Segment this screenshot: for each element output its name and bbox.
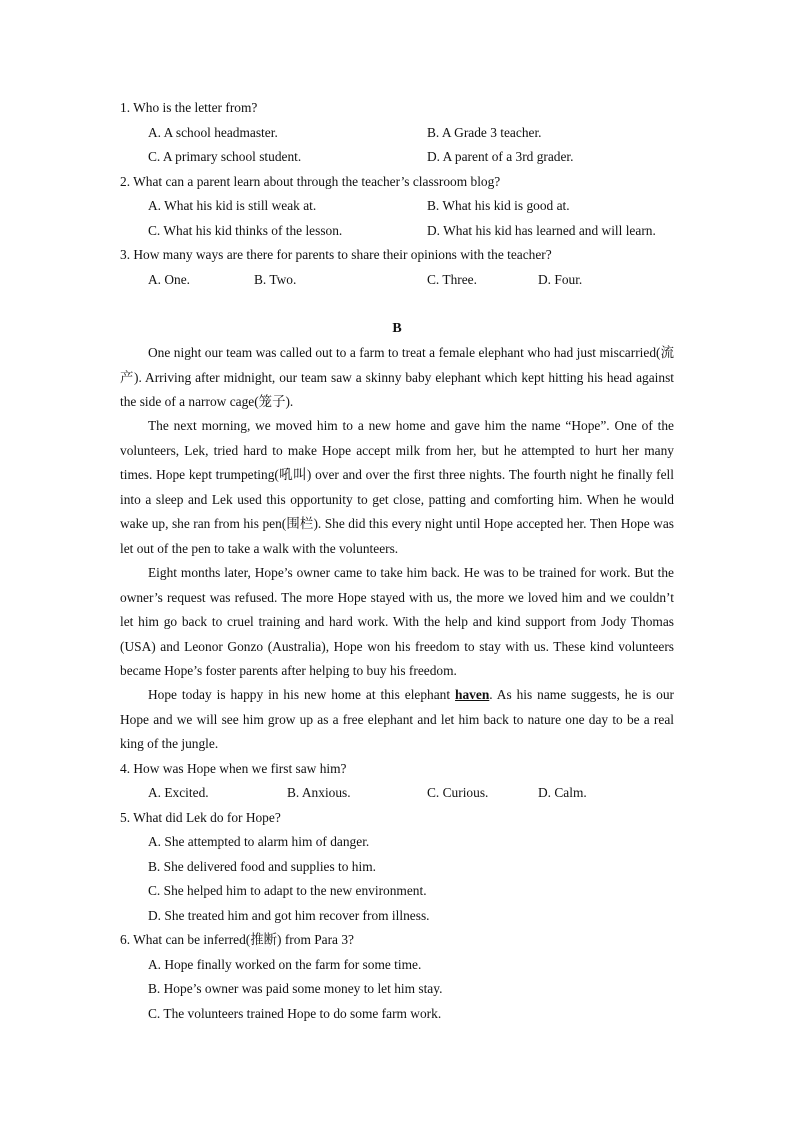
q2-option-a: A. What his kid is still weak at. (148, 198, 317, 213)
q1-option-d: D. A parent of a 3rd grader. (427, 149, 574, 164)
paragraph-4-text-end: . As his name suggests, he is our Hope and we will see him grow up as a free elephant and let him back to nature one day to be a real king of the jungle. (120, 687, 674, 751)
question-1: 1. Who is the letter from? (120, 100, 258, 115)
q1-option-b: B. A Grade 3 teacher. (427, 125, 542, 140)
paragraph-4-text-start: Hope today is happy in his new home at this elephant (148, 687, 456, 702)
question-4: 4. How was Hope when we first saw him? (120, 761, 347, 776)
q5-option-b: B. She delivered food and supplies to him. (148, 859, 376, 874)
keyword-haven: haven (455, 687, 490, 702)
q4-option-d: D. Calm. (538, 785, 587, 800)
q3-option-a: A. One. (148, 272, 191, 287)
question-6: 6. What can be inferred(推断) from Para 3? (120, 932, 354, 947)
q3-option-d: D. Four. (538, 272, 583, 287)
question-3: 3. How many ways are there for parents to share their opinions with the teacher? (120, 247, 552, 262)
q1-option-a: A. A school headmaster. (148, 125, 278, 140)
q4-option-b: B. Anxious. (287, 785, 351, 800)
q2-option-b: B. What his kid is good at. (427, 198, 570, 213)
q3-option-b: B. Two. (254, 272, 297, 287)
q1-option-c: C. A primary school student. (148, 149, 302, 164)
q2-option-d: D. What his kid has learned and will learn. (427, 223, 656, 238)
passage-paragraph-2: The next morning, we moved him to a new home and gave him the name “Hope”. One of the volunteers, Lek, tried hard to make Hope accept milk from her, but he attempted to hurt her many times. Hope kept trumpeting(吼叫) over and over the first three nights. The fourth night he finally fell into a sleep and Lek used this opportunity to get close, patting and comforting him. When he would wake up, she ran from his pen(围栏). She did this every night until Hope accepted her. Then Hope was let out of the pen to take a walk with the volunteers. (120, 418, 674, 556)
q4-option-a: A. Excited. (148, 785, 209, 800)
passage-paragraph-1: One night our team was called out to a farm to treat a female elephant who had just miscarried(流产). Arriving after midnight, our team saw a skinny baby elephant which kept hitting his head against the side of a narrow cage(笼子). (120, 345, 674, 409)
passage-paragraph-3: Eight months later, Hope’s owner came to take him back. He was to be trained for work. But the owner’s request was refused. The more Hope stayed with us, the more we loved him and we couldn’t let him go back to cruel training and hard work. With the help and kind support from Jody Thomas (USA) and Leonor Gonzo (Australia), Hope won his freedom to stay with us. These kind volunteers became Hope’s foster parents after helping to buy his freedom. (120, 565, 674, 678)
q5-option-d: D. She treated him and got him recover from illness. (148, 908, 430, 923)
section-heading: B (392, 321, 402, 336)
q6-option-a: A. Hope finally worked on the farm for some time. (148, 957, 422, 972)
q5-option-a: A. She attempted to alarm him of danger. (148, 834, 370, 849)
q2-option-c: C. What his kid thinks of the lesson. (148, 223, 343, 238)
question-5: 5. What did Lek do for Hope? (120, 810, 281, 825)
q6-option-b: B. Hope’s owner was paid some money to let him stay. (148, 981, 443, 996)
q3-option-c: C. Three. (427, 272, 477, 287)
q5-option-c: C. She helped him to adapt to the new environment. (148, 883, 427, 898)
q4-option-c: C. Curious. (427, 785, 489, 800)
passage-paragraph-4 (120, 683, 674, 757)
question-2: 2. What can a parent learn about through the teacher’s classroom blog? (120, 174, 501, 189)
q6-option-c: C. The volunteers trained Hope to do some farm work. (148, 1006, 442, 1021)
